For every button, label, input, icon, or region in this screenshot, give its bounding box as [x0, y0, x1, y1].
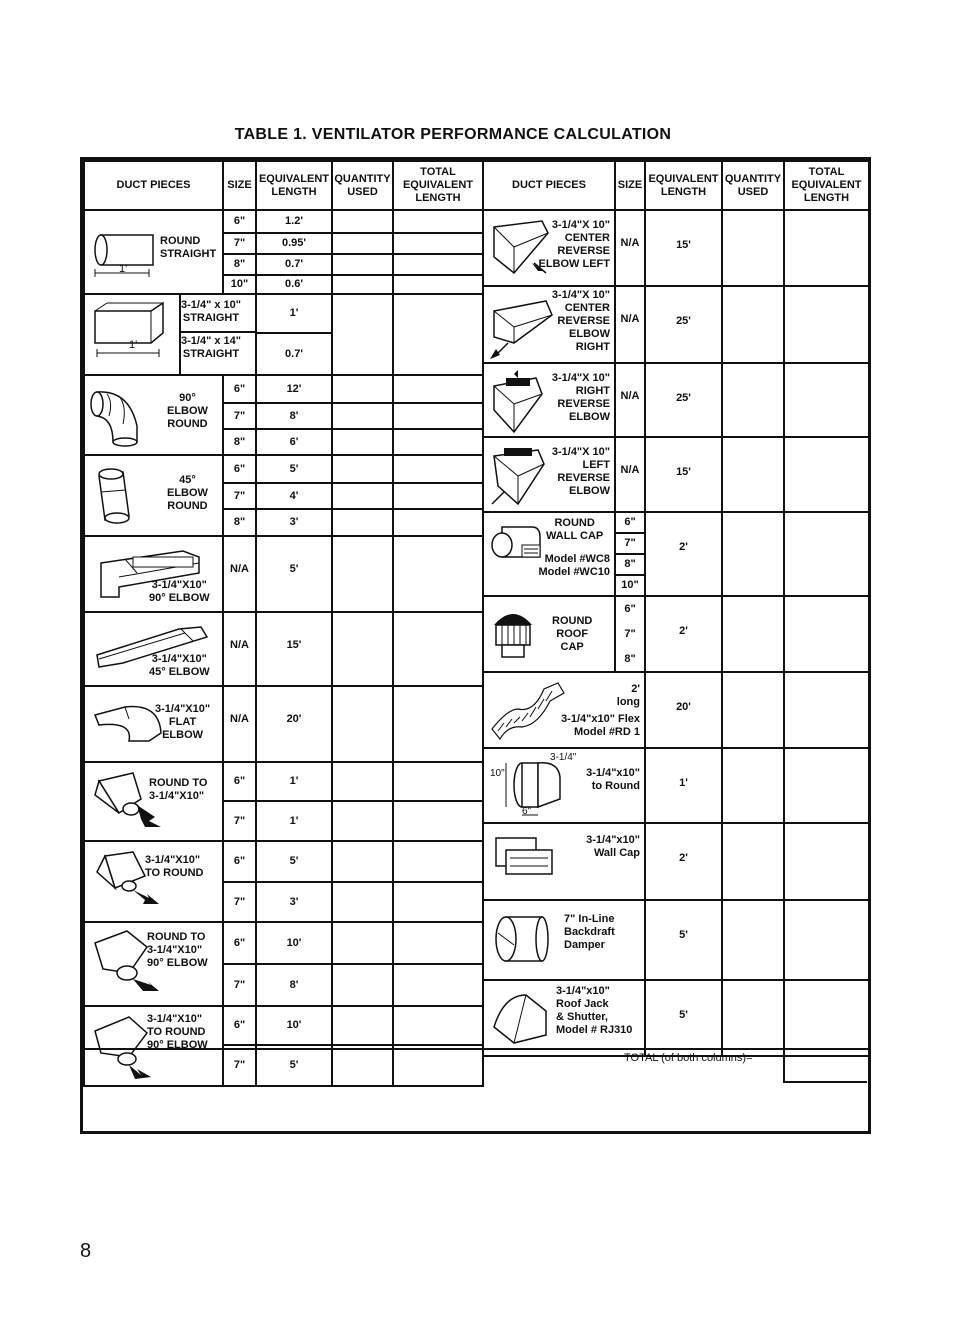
size-value: 10" [230, 278, 249, 290]
duct-piece-cell [483, 596, 615, 672]
header-equivalent-length: EQUIVALENT LENGTH [256, 161, 332, 210]
equivalent-length-cell [256, 841, 332, 922]
size-value: 7" [224, 404, 255, 430]
duct-piece-cell [483, 900, 645, 980]
size-value: 8" [624, 653, 636, 665]
duct-piece-cell [483, 672, 645, 748]
total-equivalent-length-cell[interactable] [393, 1006, 483, 1086]
table-row [483, 286, 869, 363]
quantity-subcell[interactable] [333, 376, 392, 404]
equivalent-length-cell: 15' [645, 210, 722, 286]
table-row [84, 536, 483, 612]
size-value: 7" [616, 534, 644, 555]
quantity-used-cell[interactable] [332, 762, 393, 841]
left-header-row [84, 161, 483, 210]
size-value: 7" [233, 896, 246, 908]
table-row [483, 363, 869, 437]
duct-piece-label: ROUND ROOF CAP [552, 615, 593, 653]
quantity-used-cell[interactable] [722, 512, 784, 596]
duct-piece-label: ROUND TO 3-1/4"X10" 90° ELBOW [147, 931, 208, 969]
equivalent-length-value: 3' [289, 516, 299, 528]
total-equivalent-length-cell[interactable] [393, 455, 483, 536]
equivalent-length-cell: 5' [256, 536, 332, 612]
duct-piece-cell [483, 437, 615, 512]
quantity-subcell[interactable] [333, 484, 392, 510]
duct-piece-label: 3-1/4" x 10" STRAIGHT [181, 299, 241, 324]
quantity-used-cell[interactable] [722, 980, 784, 1056]
duct-piece-label: 45° ELBOW ROUND [167, 474, 208, 512]
quantity-subcell[interactable] [333, 404, 392, 430]
duct-piece-cell [84, 686, 223, 762]
duct-piece-cell [483, 363, 615, 437]
quantity-subcell[interactable] [333, 211, 392, 234]
size-value: 8" [233, 436, 246, 448]
quantity-used-cell[interactable] [332, 922, 393, 1006]
size-value: 6" [224, 211, 255, 234]
equivalent-length-cell: 20' [645, 672, 722, 748]
duct-illustration-icon [89, 462, 139, 532]
total-subcell[interactable] [394, 883, 482, 921]
equivalent-length-value: 8' [289, 979, 299, 991]
duct-piece-cell [84, 210, 223, 294]
equivalent-length-value: 1.2' [257, 211, 331, 234]
page-number: 8 [80, 1240, 92, 1262]
total-subcell[interactable] [394, 211, 482, 234]
equivalent-length-value: 10' [257, 1007, 331, 1046]
size-cell: N/A [223, 686, 256, 762]
duct-piece-label: 3-1/4"x10" Roof Jack & Shutter, Model # RJ310 [556, 985, 633, 1036]
duct-piece-label: 3-1/4"X 10" LEFT REVERSE ELBOW [551, 446, 610, 497]
size-value: 7" [233, 815, 246, 827]
duct-piece-label: 7" In-Line Backdraft Damper [564, 913, 615, 951]
quantity-used-cell[interactable] [332, 841, 393, 922]
equivalent-length-cell: 1' [645, 748, 722, 823]
equivalent-length-value: 0.7' [285, 348, 303, 360]
quantity-subcell[interactable] [333, 842, 392, 883]
size-cell [615, 596, 645, 672]
duct-piece-cell [84, 1006, 223, 1086]
dimension-label: 1' [129, 339, 138, 351]
size-cell: N/A [223, 612, 256, 686]
equivalent-length-value: 3' [289, 896, 299, 908]
quantity-subcell[interactable] [333, 510, 392, 535]
table-row [483, 672, 869, 748]
size-value: 6" [224, 376, 255, 404]
size-value: 6" [224, 842, 255, 883]
equivalent-length-cell: 25' [645, 286, 722, 363]
header-duct-pieces: DUCT PIECES [84, 161, 223, 210]
quantity-subcell[interactable] [333, 234, 392, 255]
quantity-used-cell[interactable] [332, 294, 393, 375]
duct-piece-cell [483, 512, 615, 596]
quantity-used-cell[interactable] [332, 455, 393, 536]
size-cell [223, 375, 256, 455]
total-equivalent-length-cell[interactable] [784, 210, 869, 286]
total-subcell[interactable] [394, 376, 482, 404]
dimension-label: 10" [490, 768, 505, 779]
table-row [84, 375, 483, 455]
equivalent-length-value: 1' [257, 295, 331, 334]
duct-piece-cell [84, 294, 256, 375]
size-value: 6" [224, 1007, 255, 1046]
total-equivalent-length-cell[interactable] [393, 841, 483, 922]
size-cell: N/A [615, 363, 645, 437]
total-subcell[interactable] [394, 234, 482, 255]
total-equivalent-length-cell[interactable] [393, 762, 483, 841]
total-label: TOTAL (of both columns)= [624, 1052, 753, 1064]
duct-piece-cell [84, 455, 223, 536]
size-value: 6" [616, 513, 644, 534]
duct-piece-label: 3-1/4"x10" Wall Cap [586, 834, 640, 859]
table-row [483, 210, 869, 286]
duct-piece-cell [483, 823, 645, 900]
equivalent-length-value: 5' [257, 456, 331, 484]
equivalent-length-value: 1' [257, 763, 331, 802]
total-equivalent-length-cell[interactable] [393, 612, 483, 686]
duct-piece-label: 3-1/4" x 14" STRAIGHT [181, 335, 241, 360]
total-equivalent-length-cell[interactable] [784, 900, 869, 980]
table-row [483, 823, 869, 900]
total-subcell[interactable] [394, 923, 482, 965]
duct-piece-cell [84, 536, 223, 612]
size-value: 8" [233, 516, 246, 528]
size-cell [615, 512, 645, 596]
equivalent-length-cell: 2' [645, 512, 722, 596]
table-row [483, 512, 869, 596]
duct-illustration-icon [89, 301, 175, 365]
duct-piece-cell [483, 980, 645, 1056]
table-row [483, 596, 869, 672]
header-size: SIZE [223, 161, 256, 210]
header-duct-pieces: DUCT PIECES [483, 161, 615, 210]
table-row [483, 900, 869, 980]
quantity-subcell[interactable] [333, 802, 392, 840]
duct-illustration-icon [488, 987, 552, 1053]
size-value: 8" [224, 255, 255, 276]
cell-divider [179, 295, 181, 374]
table-row [483, 980, 869, 1056]
duct-illustration-icon [488, 830, 558, 886]
total-subcell[interactable] [394, 456, 482, 484]
quantity-used-cell[interactable] [722, 672, 784, 748]
size-cell [223, 1006, 256, 1086]
duct-piece-label: 3-1/4"X 10" RIGHT REVERSE ELBOW [551, 372, 610, 423]
duct-illustration-icon [488, 603, 538, 663]
duct-piece-label: 3-1/4"X10" 90° ELBOW [149, 579, 210, 604]
table-row [84, 686, 483, 762]
dimension-label: 3-1/4" [550, 752, 577, 763]
equivalent-length-cell: 25' [645, 363, 722, 437]
quantity-subcell[interactable] [333, 430, 392, 454]
total-equivalent-length-cell[interactable] [784, 980, 869, 1056]
total-equivalent-length-cell[interactable] [784, 286, 869, 363]
equivalent-length-value: 5' [289, 1059, 299, 1071]
header-total-equivalent-length: TOTAL EQUIVALENT LENGTH [393, 161, 483, 210]
duct-illustration-icon [488, 293, 556, 365]
total-row-divider [83, 1048, 868, 1050]
duct-illustration-icon [89, 693, 165, 751]
duct-illustration-icon [488, 519, 544, 573]
size-value: 6" [224, 456, 255, 484]
duct-piece-label: ROUND WALL CAP [546, 517, 604, 542]
size-value: 6" [224, 763, 255, 802]
size-cell [223, 922, 256, 1006]
total-equivalent-length-cell[interactable] [393, 294, 483, 375]
quantity-used-cell[interactable] [722, 210, 784, 286]
total-equivalent-length-cell[interactable] [393, 210, 483, 294]
total-equivalent-length-cell[interactable] [784, 596, 869, 672]
size-value: 7" [624, 628, 636, 640]
duct-piece-label: ROUND STRAIGHT [160, 235, 217, 260]
header-total-equivalent-length: TOTAL EQUIVALENT LENGTH [784, 161, 869, 210]
total-equivalent-length-cell[interactable] [393, 375, 483, 455]
duct-illustration-icon [488, 444, 546, 514]
quantity-used-cell[interactable] [722, 823, 784, 900]
quantity-used-cell[interactable] [332, 210, 393, 294]
total-subcell[interactable] [394, 510, 482, 535]
duct-illustration-icon [488, 370, 546, 440]
equivalent-length-cell: 15' [645, 437, 722, 512]
duct-illustration-icon [89, 382, 151, 452]
equivalent-length-cell: 15' [256, 612, 332, 686]
duct-piece-label: 3-1/4"X 10" CENTER REVERSE ELBOW LEFT [538, 219, 610, 270]
size-cell [223, 841, 256, 922]
size-value: 7" [233, 979, 246, 991]
table-row [84, 455, 483, 536]
dimension-label: 1' [119, 263, 128, 275]
quantity-used-cell[interactable] [332, 612, 393, 686]
quantity-used-cell[interactable] [332, 536, 393, 612]
equivalent-length-value: 8' [257, 404, 331, 430]
equivalent-length-cell [256, 762, 332, 841]
size-cell [223, 762, 256, 841]
total-subcell[interactable] [394, 763, 482, 802]
quantity-subcell[interactable] [333, 1007, 392, 1046]
total-subcell[interactable] [394, 276, 482, 293]
total-subcell[interactable] [394, 965, 482, 1005]
header-quantity-used: QUANTITY USED [722, 161, 784, 210]
quantity-used-cell[interactable] [722, 900, 784, 980]
quantity-subcell[interactable] [333, 965, 392, 1005]
equivalent-length-value: 12' [257, 376, 331, 404]
duct-illustration-icon [488, 755, 580, 823]
equivalent-length-cell: 5' [645, 900, 722, 980]
size-value: 8" [616, 555, 644, 576]
equivalent-length-value: 5' [257, 842, 331, 883]
quantity-used-cell[interactable] [722, 437, 784, 512]
duct-piece-label: 3-1/4"X10" 45° ELBOW [149, 653, 210, 678]
duct-piece-cell [84, 922, 223, 1006]
dimension-label: 6" [522, 806, 532, 817]
duct-piece-cell [84, 612, 223, 686]
duct-illustration-icon [488, 679, 568, 745]
table-row [84, 294, 483, 375]
total-subcell[interactable] [394, 1046, 482, 1085]
total-subcell[interactable] [394, 802, 482, 840]
total-equivalent-length-cell[interactable] [784, 823, 869, 900]
table-row [483, 748, 869, 823]
equivalent-length-cell: 5' [645, 980, 722, 1056]
size-value: 7" [233, 1059, 246, 1071]
size-value: 6" [224, 923, 255, 965]
quantity-used-cell[interactable] [332, 1006, 393, 1086]
table-row [483, 437, 869, 512]
duct-illustration-icon [488, 907, 552, 975]
duct-piece-label: 3-1/4"X10" TO ROUND 90° ELBOW [147, 1013, 208, 1051]
size-cell [223, 210, 256, 294]
total-subcell[interactable] [394, 255, 482, 276]
quantity-subcell[interactable] [333, 883, 392, 921]
table-row [84, 210, 483, 294]
duct-piece-label: 3-1/4"X 10" CENTER REVERSE ELBOW RIGHT [551, 289, 610, 353]
total-subcell[interactable] [394, 1007, 482, 1046]
size-value: 7" [224, 234, 255, 255]
total-equivalent-length-cell[interactable] [784, 363, 869, 437]
model-label: 3-1/4"x10" Flex Model #RD 1 [561, 713, 640, 738]
equivalent-length-cell [256, 294, 332, 375]
quantity-used-cell[interactable] [722, 748, 784, 823]
table-row [84, 612, 483, 686]
equivalent-length-cell: 2' [645, 823, 722, 900]
duct-piece-cell [483, 210, 615, 286]
size-cell: N/A [615, 286, 645, 363]
header-size: SIZE [615, 161, 645, 210]
equivalent-length-value: 10' [257, 923, 331, 965]
duct-piece-cell [483, 286, 615, 363]
total-equivalent-length-cell[interactable] [393, 922, 483, 1006]
total-subcell[interactable] [394, 430, 482, 454]
total-input-box[interactable] [783, 1049, 867, 1083]
equivalent-length-cell: 20' [256, 686, 332, 762]
duct-piece-cell [84, 762, 223, 841]
total-subcell[interactable] [394, 404, 482, 430]
equivalent-length-cell [256, 455, 332, 536]
header-quantity-used: QUANTITY USED [332, 161, 393, 210]
header-equivalent-length: EQUIVALENT LENGTH [645, 161, 722, 210]
total-equivalent-length-cell[interactable] [393, 686, 483, 762]
size-value: 7" [224, 484, 255, 510]
table-row [84, 922, 483, 1006]
equivalent-length-cell [256, 375, 332, 455]
quantity-used-cell[interactable] [332, 686, 393, 762]
equivalent-length-value: 0.6' [285, 278, 303, 290]
quantity-used-cell[interactable] [332, 375, 393, 455]
size-cell: N/A [615, 210, 645, 286]
total-equivalent-length-cell[interactable] [393, 536, 483, 612]
equivalent-length-cell [256, 1006, 332, 1086]
equivalent-length-value: 4' [257, 484, 331, 510]
total-subcell[interactable] [394, 484, 482, 510]
quantity-subcell[interactable] [333, 923, 392, 965]
duct-piece-label: ROUND TO 3-1/4"X10" [149, 777, 208, 802]
right-header-row [483, 161, 869, 210]
quantity-used-cell[interactable] [722, 286, 784, 363]
total-equivalent-length-cell[interactable] [784, 748, 869, 823]
equivalent-length-value: 0.7' [257, 255, 331, 276]
duct-piece-label: 2' long [616, 683, 640, 708]
equivalent-length-cell [256, 922, 332, 1006]
model-label: Model #WC8 Model #WC10 [538, 553, 610, 578]
quantity-used-cell[interactable] [722, 363, 784, 437]
total-equivalent-length-cell[interactable] [784, 672, 869, 748]
page-title: TABLE 1. VENTILATOR PERFORMANCE CALCULATION [234, 126, 672, 143]
quantity-subcell[interactable] [333, 255, 392, 276]
duct-piece-label: 90° ELBOW ROUND [167, 392, 208, 430]
quantity-subcell[interactable] [333, 1046, 392, 1085]
total-subcell[interactable] [394, 842, 482, 883]
equivalent-length-cell: 2' [645, 596, 722, 672]
duct-piece-cell [84, 375, 223, 455]
equivalent-length-value: 1' [289, 815, 299, 827]
table-row [84, 762, 483, 841]
total-equivalent-length-cell[interactable] [784, 437, 869, 512]
duct-piece-label: 3-1/4"x10" to Round [586, 767, 640, 792]
size-value: 10" [621, 579, 639, 591]
duct-piece-cell [483, 748, 645, 823]
duct-piece-label: 3-1/4"X10" TO ROUND [145, 854, 204, 879]
right-table [482, 160, 870, 1057]
size-cell: N/A [223, 536, 256, 612]
duct-piece-label: 3-1/4"X10" FLAT ELBOW [155, 703, 211, 741]
left-table [83, 160, 484, 1087]
total-equivalent-length-cell[interactable] [784, 512, 869, 596]
quantity-used-cell[interactable] [722, 596, 784, 672]
table-row [84, 841, 483, 922]
size-value: 6" [624, 603, 636, 615]
quantity-subcell[interactable] [333, 456, 392, 484]
duct-piece-cell [84, 841, 223, 922]
cell-divider [179, 331, 255, 333]
equivalent-length-value: 6' [289, 436, 299, 448]
equivalent-length-value: 0.95' [257, 234, 331, 255]
equivalent-length-cell [256, 210, 332, 294]
size-cell: N/A [615, 437, 645, 512]
table-row [84, 1006, 483, 1086]
size-cell [223, 455, 256, 536]
quantity-subcell[interactable] [333, 276, 392, 293]
quantity-subcell[interactable] [333, 763, 392, 802]
